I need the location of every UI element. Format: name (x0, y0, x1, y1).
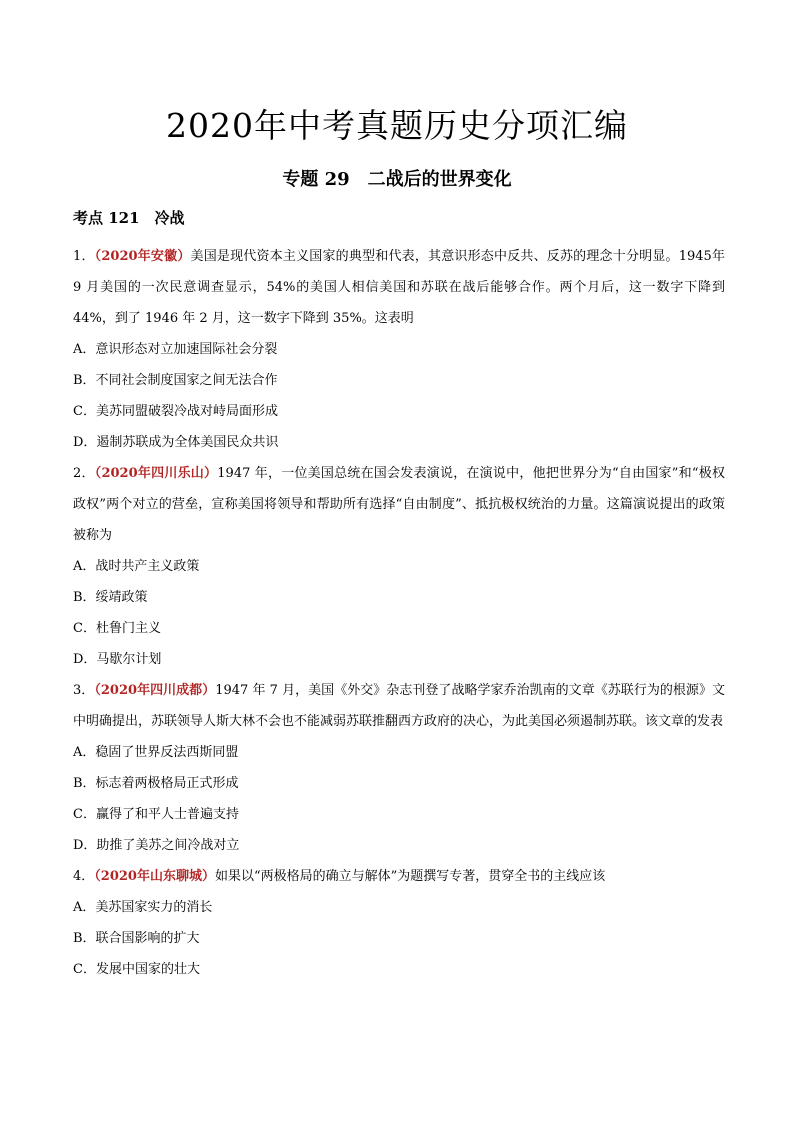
question-stem (73, 675, 725, 737)
question-4 (73, 861, 725, 985)
question-number: 1． (73, 249, 95, 264)
question-source: （2020年四川成都） (94, 683, 216, 698)
question-1 (73, 241, 725, 458)
question-stem (73, 458, 725, 551)
question-2 (73, 458, 725, 675)
question-number: 2． (73, 466, 95, 481)
question-text: 1947 年 7 月，美国《外交》杂志刊登了战略学家乔治凯南的文章《苏联行为的根源》文中明确提出，苏联领导人斯大林不会也不能减弱苏联推翻西方政府的决心，为此美国必须遏制苏联。该文章的发表 (73, 683, 725, 729)
option-a: A．稳固了世界反法西斯同盟 (73, 745, 239, 760)
question-text: 美国是现代资本主义国家的典型和代表，其意识形态中反共、反苏的理念十分明显。1945年 9 月美国的一次民意调查显示，54%的美国人相信美国和苏联在战后能够合作。两个月后，这一数字下降到 44%，到了 1946 年 2 月，这一数字下降到 35%。这表明 (73, 249, 725, 326)
question-stem (73, 241, 725, 334)
option-c: C．美苏同盟破裂冷战对峙局面形成 (73, 404, 278, 419)
option-d: D．遏制苏联成为全体美国民众共识 (73, 435, 279, 450)
option-b: B．绥靖政策 (73, 590, 148, 605)
question-text: 1947 年，一位美国总统在国会发表演说，在演说中，他把世界分为“自由国家”和“极权政权”两个对立的营垒，宣称美国将领导和帮助所有选择“自由制度”、抵抗极权统治的力量。这篇演说提出的政策被称为 (73, 466, 725, 543)
question-source: （2020年安徽） (94, 249, 191, 264)
option-b: B．不同社会制度国家之间无法合作 (73, 373, 278, 388)
option-d: D．助推了美苏之间冷战对立 (73, 838, 240, 853)
option-a: A．美苏国家实力的消长 (73, 900, 213, 915)
option-b: B．标志着两极格局正式形成 (73, 776, 239, 791)
section-heading: 考点 121 冷战 (73, 209, 185, 227)
question-number: 3． (73, 683, 95, 698)
question-list (73, 241, 725, 985)
question-text: 如果以“两极格局的确立与解体”为题撰写专著，贯穿全书的主线应该 (214, 869, 606, 884)
question-number: 4． (73, 869, 95, 884)
option-a: A．战时共产主义政策 (73, 559, 200, 574)
question-stem (73, 861, 725, 892)
option-b: B．联合国影响的扩大 (73, 931, 200, 946)
option-c: C．杜鲁门主义 (73, 621, 161, 636)
option-a: A．意识形态对立加速国际社会分裂 (73, 342, 278, 357)
option-d: D．马歇尔计划 (73, 652, 162, 667)
question-source: （2020年四川乐山） (94, 466, 218, 481)
document-subtitle: 专题 29 二战后的世界变化 (282, 169, 512, 190)
question-3 (73, 675, 725, 861)
question-source: （2020年山东聊城） (94, 869, 215, 884)
document-title: 2020年中考真题历史分项汇编 (166, 106, 628, 145)
option-c: C．赢得了和平人士普遍支持 (73, 807, 239, 822)
option-c: C．发展中国家的壮大 (73, 962, 200, 977)
